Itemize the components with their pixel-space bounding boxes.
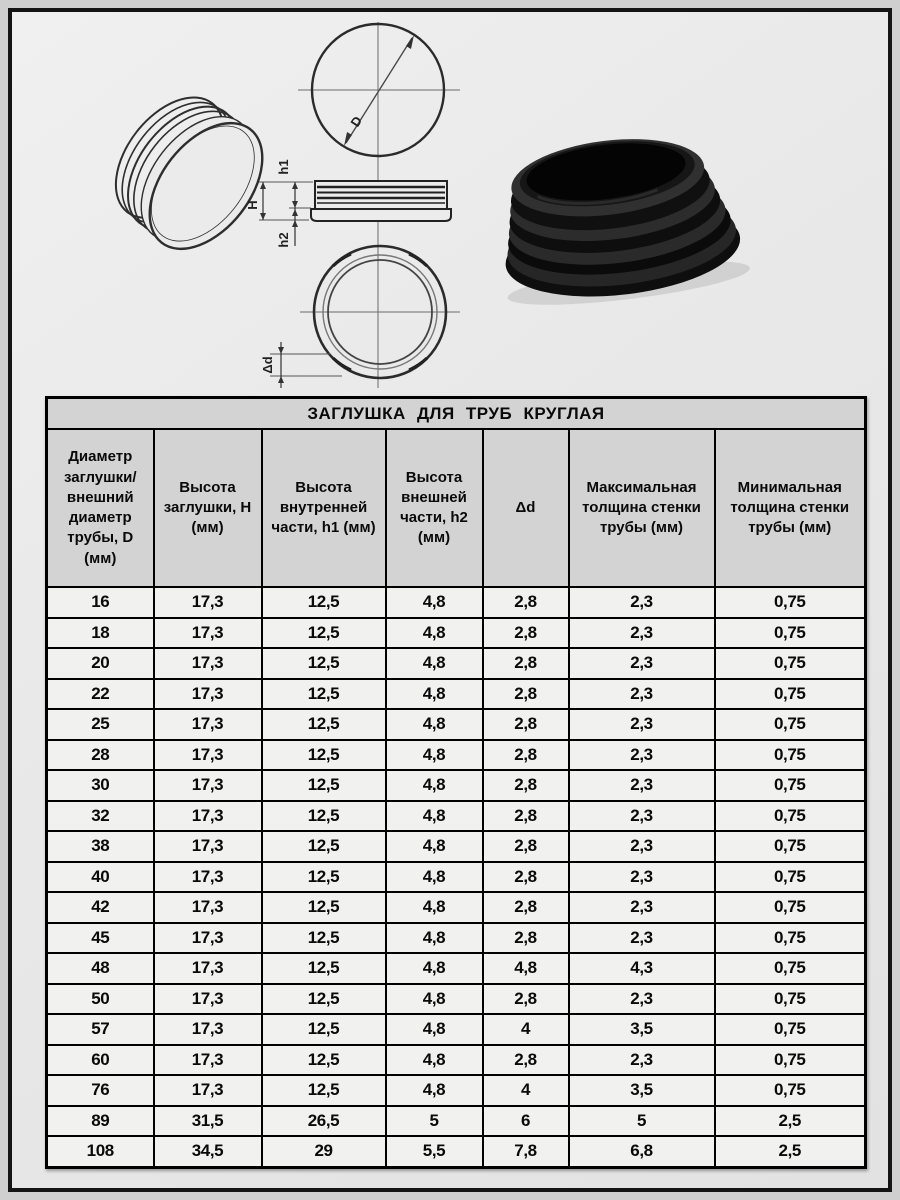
table-cell: 4,8: [386, 831, 483, 862]
table-cell: 4,8: [386, 587, 483, 618]
table-cell: 17,3: [154, 862, 262, 893]
table-cell: 2,3: [569, 679, 715, 710]
table-cell: 40: [47, 862, 154, 893]
table-cell: 31,5: [154, 1106, 262, 1137]
table-cell: 4,8: [386, 923, 483, 954]
table-cell: 12,5: [262, 1075, 386, 1106]
table-cell: 0,75: [715, 770, 866, 801]
table-cell: 2,3: [569, 1045, 715, 1076]
column-header: Δd: [483, 429, 569, 587]
table-cell: 2,8: [483, 679, 569, 710]
table-cell: 12,5: [262, 1045, 386, 1076]
table-cell: 5: [386, 1106, 483, 1137]
table-row: [47, 648, 866, 679]
column-header: Высота заглушки, H (мм): [154, 429, 262, 587]
table-cell: 17,3: [154, 1014, 262, 1045]
table-cell: 0,75: [715, 923, 866, 954]
table-cell: 17,3: [154, 1045, 262, 1076]
table-cell: 2,3: [569, 709, 715, 740]
table-cell: 0,75: [715, 648, 866, 679]
table-title-row: [47, 398, 866, 430]
table-cell: 4,8: [386, 770, 483, 801]
table-row: [47, 618, 866, 649]
table-cell: 4,8: [483, 953, 569, 984]
table-cell: 0,75: [715, 862, 866, 893]
table-cell: 4,8: [386, 679, 483, 710]
table-cell: 4,8: [386, 1014, 483, 1045]
plug-bottom-view: [260, 246, 460, 388]
column-header: Высота внешней части, h2 (мм): [386, 429, 483, 587]
table-cell: 12,5: [262, 770, 386, 801]
table-cell: 3,5: [569, 1014, 715, 1045]
column-header: Максимальная толщина стенки трубы (мм): [569, 429, 715, 587]
table-cell: 2,8: [483, 770, 569, 801]
table-cell: 17,3: [154, 892, 262, 923]
dim-label-H: H: [245, 200, 260, 210]
table-cell: 30: [47, 770, 154, 801]
table-cell: 2,8: [483, 831, 569, 862]
table-cell: 45: [47, 923, 154, 954]
table-cell: 4,8: [386, 740, 483, 771]
table-row: [47, 801, 866, 832]
table-cell: 12,5: [262, 862, 386, 893]
dim-label-delta-d: Δd: [260, 356, 275, 374]
table-cell: 29: [262, 1136, 386, 1167]
page-frame: [8, 8, 892, 1192]
table-cell: 0,75: [715, 1014, 866, 1045]
table-cell: 2,8: [483, 618, 569, 649]
table-cell: 2,3: [569, 770, 715, 801]
table-cell: 0,75: [715, 953, 866, 984]
table-cell: 0,75: [715, 892, 866, 923]
table-cell: 2,8: [483, 709, 569, 740]
plug-top-view: [298, 24, 460, 156]
table-cell: 2,3: [569, 740, 715, 771]
table-cell: 12,5: [262, 801, 386, 832]
column-header: Диаметр заглушки/ внешний диаметр трубы, D (мм): [47, 429, 154, 587]
table-cell: 4,8: [386, 1075, 483, 1106]
table-cell: 2,8: [483, 923, 569, 954]
table-cell: 12,5: [262, 892, 386, 923]
table-cell: 2,8: [483, 984, 569, 1015]
table-cell: 18: [47, 618, 154, 649]
table-cell: 16: [47, 587, 154, 618]
table-row: [47, 862, 866, 893]
table-cell: 0,75: [715, 1075, 866, 1106]
table-cell: 17,3: [154, 923, 262, 954]
table-row: [47, 1045, 866, 1076]
table-cell: 2,8: [483, 740, 569, 771]
table-cell: 0,75: [715, 709, 866, 740]
table-cell: 4,8: [386, 953, 483, 984]
table-cell: 108: [47, 1136, 154, 1167]
table-cell: 7,8: [483, 1136, 569, 1167]
table-cell: 57: [47, 1014, 154, 1045]
table-cell: 20: [47, 648, 154, 679]
table-row: [47, 679, 866, 710]
table-cell: 17,3: [154, 740, 262, 771]
table-cell: 12,5: [262, 648, 386, 679]
table-cell: 26,5: [262, 1106, 386, 1137]
table-cell: 2,3: [569, 648, 715, 679]
table-cell: 2,5: [715, 1106, 866, 1137]
table-header-row: [47, 429, 866, 587]
table-cell: 17,3: [154, 1075, 262, 1106]
table-cell: 2,8: [483, 1045, 569, 1076]
table-cell: 28: [47, 740, 154, 771]
table-cell: 25: [47, 709, 154, 740]
table-cell: 0,75: [715, 801, 866, 832]
table-cell: 4,8: [386, 618, 483, 649]
table-row: [47, 831, 866, 862]
table-title: ЗАГЛУШКА ДЛЯ ТРУБ КРУГЛАЯ: [47, 398, 866, 430]
table-row: [47, 953, 866, 984]
table-row: [47, 1136, 866, 1167]
plug-isometric-sketch: [92, 75, 285, 270]
dim-label-D: D: [347, 113, 366, 130]
table-cell: 0,75: [715, 679, 866, 710]
table-cell: 17,3: [154, 953, 262, 984]
table-cell: 12,5: [262, 953, 386, 984]
table-cell: 0,75: [715, 984, 866, 1015]
table-row: [47, 740, 866, 771]
table-cell: 17,3: [154, 587, 262, 618]
table-cell: 5,5: [386, 1136, 483, 1167]
table-cell: 2,3: [569, 801, 715, 832]
table-row: [47, 587, 866, 618]
column-header: Высота внутренней части, h1 (мм): [262, 429, 386, 587]
table-cell: 2,8: [483, 801, 569, 832]
table-cell: 42: [47, 892, 154, 923]
spec-table: [45, 396, 867, 1169]
table-cell: 4,3: [569, 953, 715, 984]
table-cell: 2,3: [569, 618, 715, 649]
table-cell: 12,5: [262, 984, 386, 1015]
table-cell: 22: [47, 679, 154, 710]
table-cell: 3,5: [569, 1075, 715, 1106]
table-cell: 4,8: [386, 709, 483, 740]
table-cell: 2,8: [483, 892, 569, 923]
table-cell: 0,75: [715, 618, 866, 649]
table-cell: 6: [483, 1106, 569, 1137]
table-cell: 12,5: [262, 709, 386, 740]
table-cell: 4,8: [386, 892, 483, 923]
table-cell: 17,3: [154, 770, 262, 801]
table-cell: 12,5: [262, 923, 386, 954]
table-cell: 6,8: [569, 1136, 715, 1167]
table-row: [47, 1075, 866, 1106]
table-cell: 12,5: [262, 1014, 386, 1045]
spec-table-body: [47, 587, 866, 1167]
table-cell: 0,75: [715, 1045, 866, 1076]
dim-label-h2: h2: [276, 232, 291, 248]
table-cell: 2,8: [483, 648, 569, 679]
table-cell: 0,75: [715, 587, 866, 618]
table-cell: 17,3: [154, 709, 262, 740]
table-cell: 2,3: [569, 831, 715, 862]
table-cell: 4,8: [386, 862, 483, 893]
technical-drawing: [12, 12, 888, 392]
table-cell: 2,3: [569, 892, 715, 923]
table-cell: 89: [47, 1106, 154, 1137]
table-cell: 12,5: [262, 618, 386, 649]
plug-section-view: [245, 159, 451, 247]
dim-label-h1: h1: [276, 159, 291, 175]
table-row: [47, 984, 866, 1015]
table-cell: 4: [483, 1014, 569, 1045]
table-row: [47, 1014, 866, 1045]
table-cell: 12,5: [262, 740, 386, 771]
table-cell: 2,3: [569, 587, 715, 618]
plug-photo: [490, 125, 752, 314]
table-cell: 76: [47, 1075, 154, 1106]
table-cell: 38: [47, 831, 154, 862]
table-cell: 2,8: [483, 862, 569, 893]
table-cell: 4: [483, 1075, 569, 1106]
table-cell: 5: [569, 1106, 715, 1137]
table-row: [47, 1106, 866, 1137]
table-cell: 17,3: [154, 618, 262, 649]
table-row: [47, 892, 866, 923]
table-cell: 4,8: [386, 648, 483, 679]
table-cell: 32: [47, 801, 154, 832]
table-cell: 0,75: [715, 740, 866, 771]
table-row: [47, 770, 866, 801]
table-cell: 48: [47, 953, 154, 984]
table-row: [47, 923, 866, 954]
table-cell: 4,8: [386, 984, 483, 1015]
table-cell: 2,3: [569, 923, 715, 954]
table-cell: 2,5: [715, 1136, 866, 1167]
table-cell: 2,3: [569, 984, 715, 1015]
table-cell: 17,3: [154, 648, 262, 679]
table-cell: 2,3: [569, 862, 715, 893]
column-header: Минимальная толщина стенки трубы (мм): [715, 429, 866, 587]
table-cell: 4,8: [386, 1045, 483, 1076]
table-cell: 12,5: [262, 679, 386, 710]
table-row: [47, 709, 866, 740]
table-cell: 12,5: [262, 587, 386, 618]
table-cell: 0,75: [715, 831, 866, 862]
table-cell: 50: [47, 984, 154, 1015]
table-cell: 17,3: [154, 831, 262, 862]
table-cell: 60: [47, 1045, 154, 1076]
table-cell: 17,3: [154, 679, 262, 710]
table-cell: 34,5: [154, 1136, 262, 1167]
table-cell: 17,3: [154, 984, 262, 1015]
table-cell: 12,5: [262, 831, 386, 862]
table-cell: 4,8: [386, 801, 483, 832]
table-cell: 2,8: [483, 587, 569, 618]
table-cell: 17,3: [154, 801, 262, 832]
